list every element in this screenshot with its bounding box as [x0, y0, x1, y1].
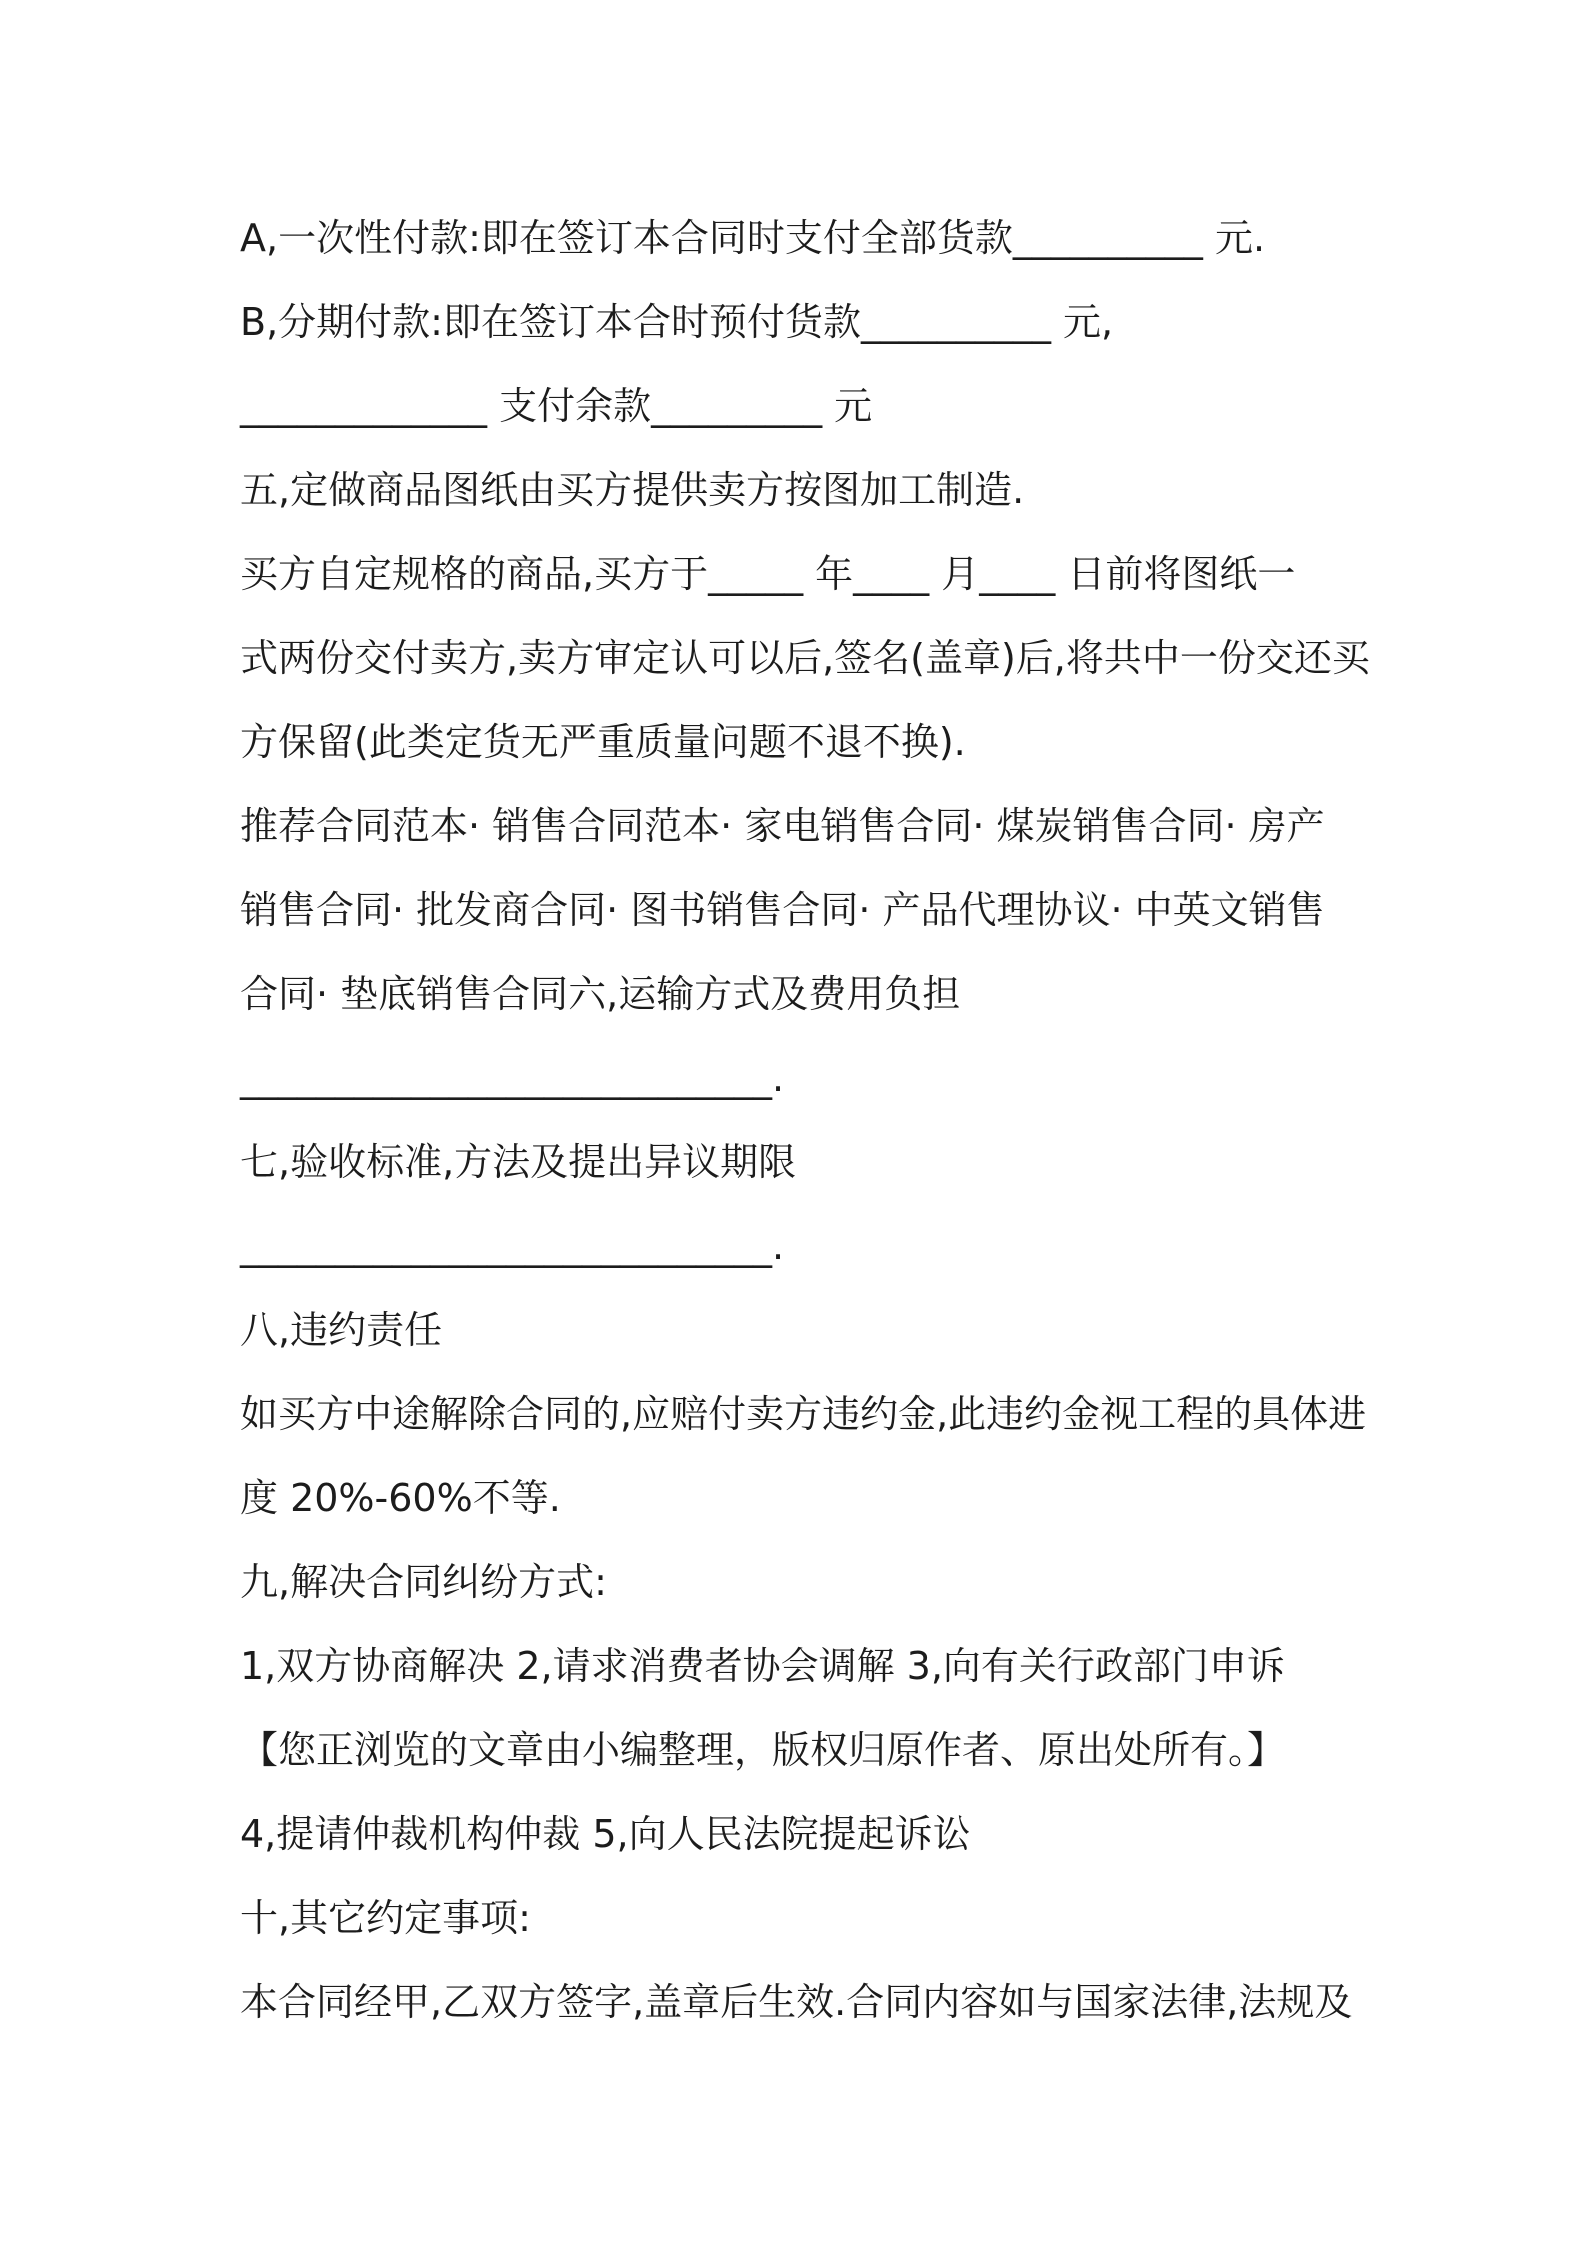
text-line-section-5-body-1: 买方自定规格的商品,买方于_____ 年____ 月____ 日前将图纸一	[240, 552, 1296, 596]
text-line-section-9-heading: 九,解决合同纠纷方式:	[240, 1560, 607, 1604]
text-line-payment-balance: _____________ 支付余款_________ 元	[240, 384, 873, 428]
text-line-section-7-blank: ____________________________.	[240, 1224, 785, 1268]
text-line-section-8-heading: 八,违约责任	[240, 1308, 443, 1352]
text-line-section-9-options-2: 4,提请仲裁机构仲裁 5,向人民法院提起诉讼	[240, 1812, 971, 1856]
text-line-section-10-body-1: 本合同经甲,乙双方签字,盖章后生效.合同内容如与国家法律,法规及	[240, 1980, 1353, 2024]
text-line-section-5-body-3: 方保留(此类定货无严重质量问题不退不换).	[240, 720, 966, 764]
text-line-recommended-1: 推荐合同范本· 销售合同范本· 家电销售合同· 煤炭销售合同· 房产	[240, 804, 1325, 848]
text-line-section-5-heading: 五,定做商品图纸由买方提供卖方按图加工制造.	[240, 468, 1025, 512]
text-line-recommended-2: 销售合同· 批发商合同· 图书销售合同· 产品代理协议· 中英文销售	[240, 888, 1325, 932]
text-line-section-5-body-2: 式两份交付卖方,卖方审定认可以后,签名(盖章)后,将共中一份交还买	[240, 636, 1370, 680]
text-line-section-6-blank: ____________________________.	[240, 1056, 785, 1100]
text-line-recommended-3-section-6: 合同· 垫底销售合同六,运输方式及费用负担	[240, 972, 961, 1016]
text-line-section-8-body-1: 如买方中途解除合同的,应赔付卖方违约金,此违约金视工程的具体进	[240, 1392, 1367, 1436]
text-line-payment-installment: B,分期付款:即在签订本合时预付货款__________ 元,	[240, 300, 1114, 344]
text-line-section-10-heading: 十,其它约定事项:	[240, 1896, 531, 1940]
contract-text	[240, 196, 1370, 2044]
text-line-copyright-notice: 【您正浏览的文章由小编整理，版权归原作者、原出处所有。】	[240, 1728, 1286, 1772]
text-line-section-7-heading: 七,验收标准,方法及提出异议期限	[240, 1140, 797, 1184]
text-line-payment-lump-sum: A,一次性付款:即在签订本合同时支付全部货款__________ 元.	[240, 216, 1266, 260]
text-line-section-9-options-1: 1,双方协商解决 2,请求消费者协会调解 3,向有关行政部门申诉	[240, 1644, 1285, 1688]
text-line-section-8-body-2: 度 20%-60%不等.	[240, 1476, 561, 1520]
